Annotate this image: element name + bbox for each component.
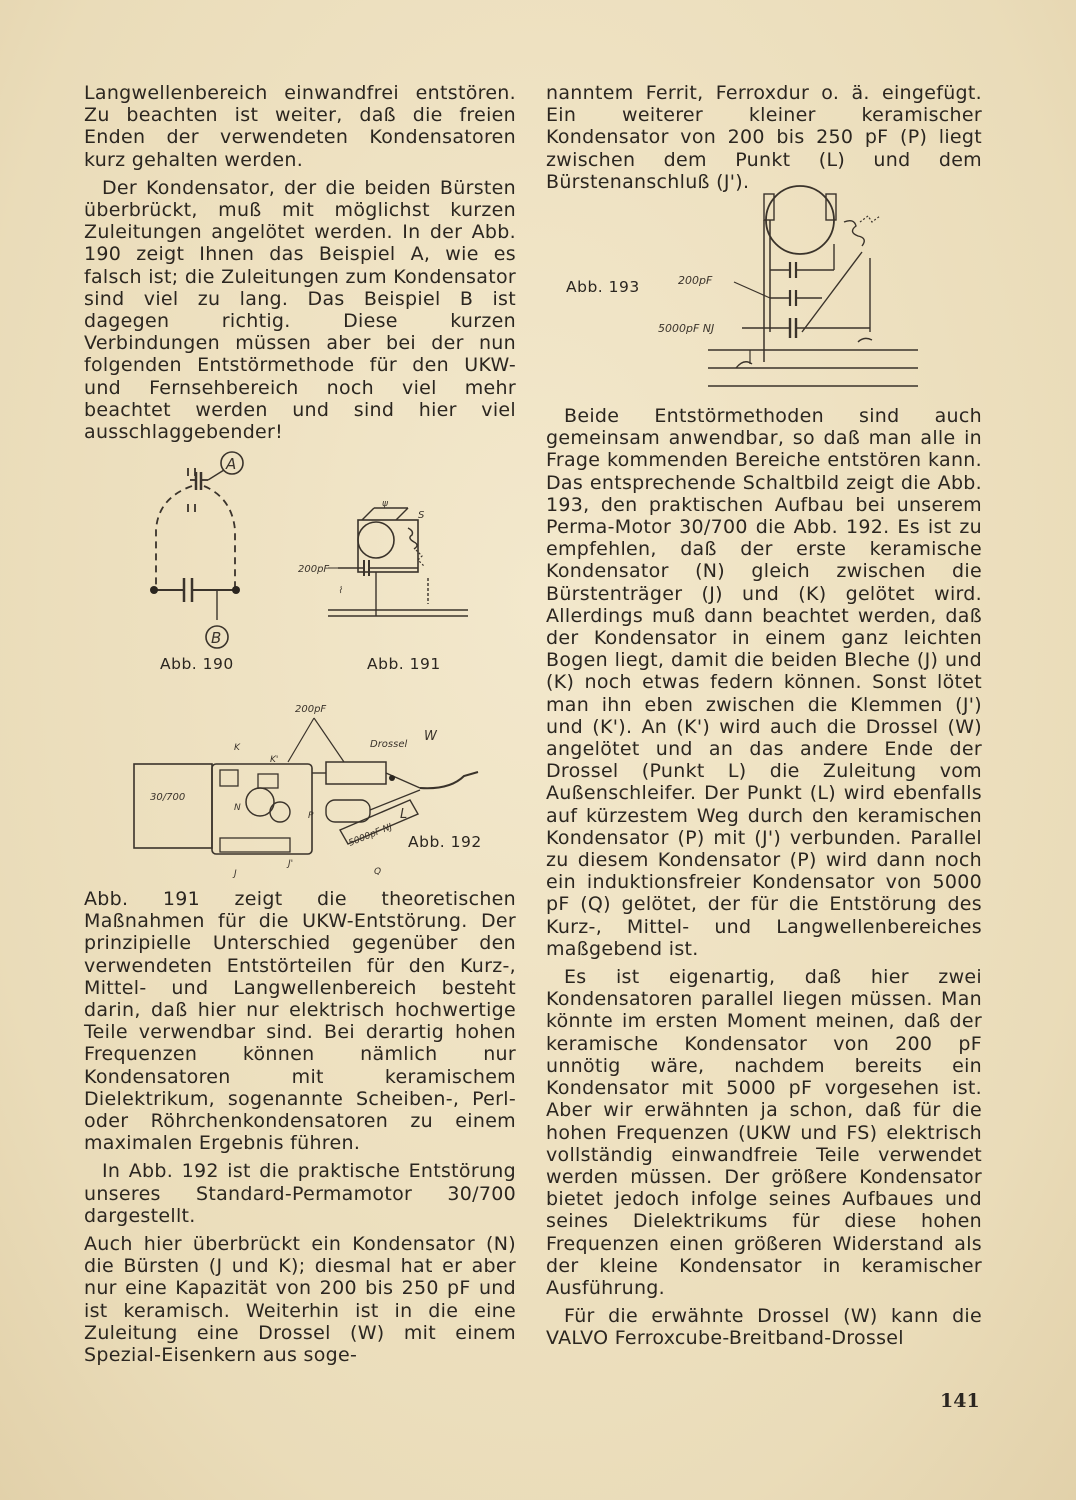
solder-point	[232, 586, 240, 594]
figure-193-diagram	[652, 182, 932, 397]
label-p: P	[308, 811, 314, 821]
label-200pf: 200pF	[678, 274, 713, 287]
wire-long-dashed	[204, 486, 235, 590]
figure-190-diagram	[140, 450, 260, 655]
wire-long-dashed	[156, 486, 192, 590]
paragraph: nanntem Ferrit, Ferroxdur o. ä. eingefügt. Ein weiterer kleiner keramischer Kondensator von 200 bis 250 pF (P) liegt zwischen dem Punkt (L) und dem Bürstenanschluß (J').	[546, 82, 982, 193]
left-column-top	[84, 82, 516, 449]
label-5000pf: 5000pF NJ	[658, 322, 715, 335]
svg-text:⌇: ⌇	[338, 586, 343, 596]
label-kprime: K'	[270, 755, 279, 765]
label-w: W	[424, 729, 437, 744]
page-number: 141	[940, 1390, 980, 1412]
paragraph: Der Kondensator, der die beiden Bürsten überbrückt, muß mit möglichst kurzen Zuleitungen angelötet werden. In der Abb. 190 zeigt Ihnen das Beispiel A, wie es falsch ist; die Zuleitungen zum Kondensator sind viel zu lang. Das Beispiel B ist dagegen richtig. Diese kurzen Verbindungen müssen aber bei der nun folgenden Entstörmethode für den UKW- und Fernsehbereich noch viel mehr beachtet werden und sind hier viel ausschlaggebender!	[84, 176, 516, 444]
paragraph: Für die erwähnte Drossel (W) kann die VALVO Ferroxcube-Breitband-Drossel	[546, 1305, 982, 1350]
label-b: B	[211, 629, 222, 647]
label-s: S	[418, 510, 425, 521]
label-a: A	[226, 455, 237, 473]
label-200pf: 200pF	[298, 564, 330, 575]
svg-text:ψ: ψ	[382, 499, 388, 509]
figure-193-caption: Abb. 193	[566, 278, 640, 296]
label-l: L	[400, 807, 408, 822]
paragraph: Abb. 191 zeigt die theoretischen Maßnahmen für die UKW-Entstörung. Der prinzipielle Unterschied gegenüber den verwendeten Entstörteilen für den Kurz-, Mittel- und Langwellenbereich besteht darin, daß hier nur elektrisch hochwertige Teile verwendbar sind. Bei derartig hohen Frequenzen können nämlich nur Kondensatoren mit keramischem Dielektrikum, sogenannte Scheiben-, Perl- oder Röhrchenkondensatoren zu einem maximalen Ergebnis führen.	[84, 888, 516, 1155]
figure-191-diagram	[298, 498, 478, 633]
label-motor: 30/700	[150, 792, 186, 803]
figure-192-caption: Abb. 192	[408, 833, 482, 851]
paragraph: Es ist eigenartig, daß hier zwei Kondensatoren parallel liegen müssen. Man könnte im ersten Moment meinen, daß der keramische Kondensator von 200 pF unnötig wäre, nachdem bereits ein Kondensator mit 5000 pF vorgesehen ist. Aber wir erwähnten ja schon, daß für die hohen Frequenzen (UKW und FS) elektrisch vollständig einwandfreie Teile verwendet werden müssen. Der größere Kondensator bietet jedoch infolge seines Aufbaues und seines Dielektrikums für diese hohen Frequenzen einen größeren Widerstand als der kleine Kondensator in keramischer Ausführung.	[546, 966, 982, 1299]
label-drossel: Drossel	[370, 739, 408, 750]
paragraph: Auch hier überbrückt ein Kondensator (N) die Bürsten (J und K); diesmal hat er aber nur eine Kapazität von 200 bis 250 pF und ist keramisch. Weiterhin ist in die eine Zuleitung eine Drossel (W) mit einem Spezial-Eisenkern aus soge-	[84, 1233, 516, 1367]
right-column-bottom	[546, 405, 982, 1356]
label-q: Q	[374, 867, 382, 877]
label-k: K	[234, 743, 240, 753]
label-jprime: J'	[288, 859, 294, 869]
solder-point	[150, 586, 158, 594]
label-n: N	[234, 803, 241, 813]
paragraph: Langwellenbereich einwandfrei entstören. Zu beachten ist weiter, daß die freien Enden der verwendeten Kondensatoren kurz gehalten werden.	[84, 82, 516, 171]
figure-192-diagram	[130, 700, 530, 880]
label-5000pf: 5000pF NJ	[347, 822, 394, 849]
motor-armature	[358, 522, 394, 558]
figure-191-caption: Abb. 191	[367, 655, 441, 673]
paragraph: In Abb. 192 ist die praktische Entstörung unseres Standard-Permamotor 30/700 dargestellt.	[84, 1160, 516, 1227]
left-column-bottom	[84, 888, 516, 1372]
label-200pf: 200pF	[295, 704, 327, 715]
paragraph: Beide Entstörmethoden sind auch gemeinsam anwendbar, so daß man alle in Frage kommenden Bereiche entstören kann. Das entsprechende Schaltbild zeigt die Abb. 193, den praktischen Aufbau bei unserem Perma-Motor 30/700 die Abb. 192. Es ist zu empfehlen, daß der erste keramische Kondensator (N) gleich zwischen die Bürstenträger (J) und (K) gelötet wird. Allerdings muß dann beachtet werden, daß der Kondensator in einem ganz leichten Bogen liegt, damit die beiden Bleche (J) und (K) noch etwas federn können. Sonst lötet man ihn eben zwischen die Klemmen (J') und (K'). An (K') wird auch die Drossel (W) angelötet und an das andere Ende der Drossel (Punkt L) die Zuleitung vom Außenschleifer. Der Punkt (L) wird ebenfalls auf kürzestem Weg durch den keramischen Kondensator (P) mit (J') verbunden. Parallel zu diesem Kondensator (P) wird dann noch ein induktionsfreier Kondensator von 5000 pF (Q) gelötet, der für die Entstörung des Kurz-, Mittel- und Langwellenbereiches maßgebend ist.	[546, 405, 982, 960]
figure-190-caption: Abb. 190	[160, 655, 234, 673]
motor-armature	[766, 186, 834, 254]
label-j: J	[234, 869, 237, 879]
